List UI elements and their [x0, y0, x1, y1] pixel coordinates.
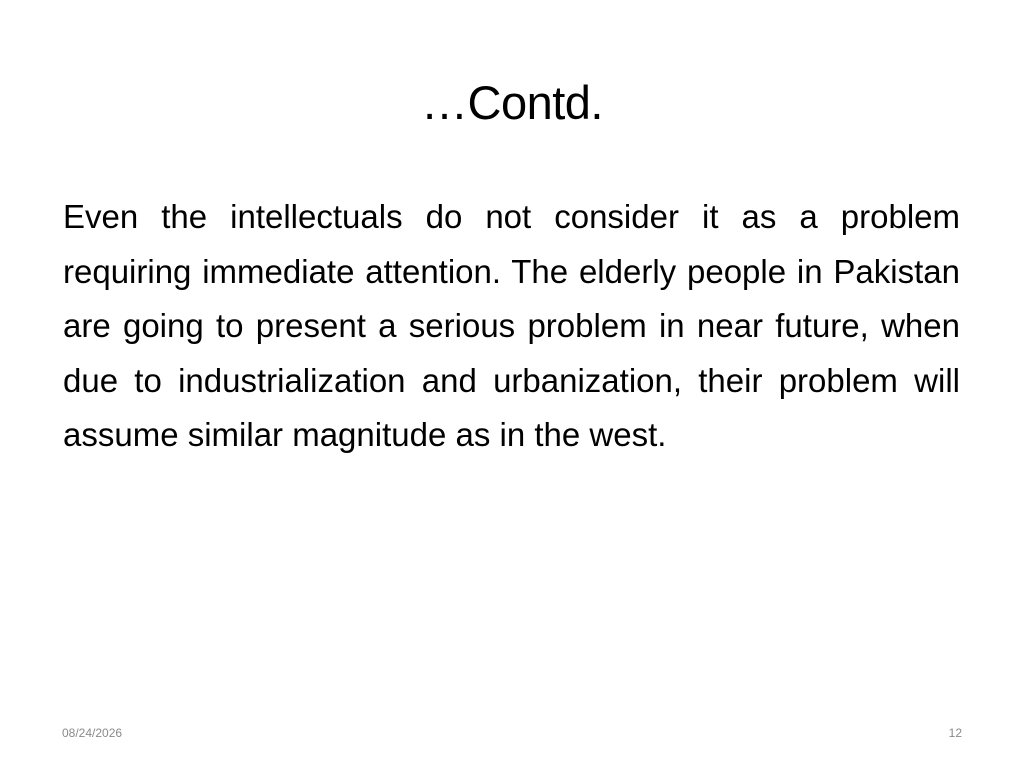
footer-date: 08/24/2026	[62, 726, 123, 740]
slide-body-text: Even the intellectuals do not consider it as a problem requiring immediate attention. The elderly people in Pakistan are going to present a serious problem in near future, when due to industrialization and urbanization, their problem will assume similar magnitude as in the west.	[63, 198, 960, 453]
footer-page-number: 12	[948, 726, 962, 740]
slide-title: …Contd.	[421, 76, 603, 129]
